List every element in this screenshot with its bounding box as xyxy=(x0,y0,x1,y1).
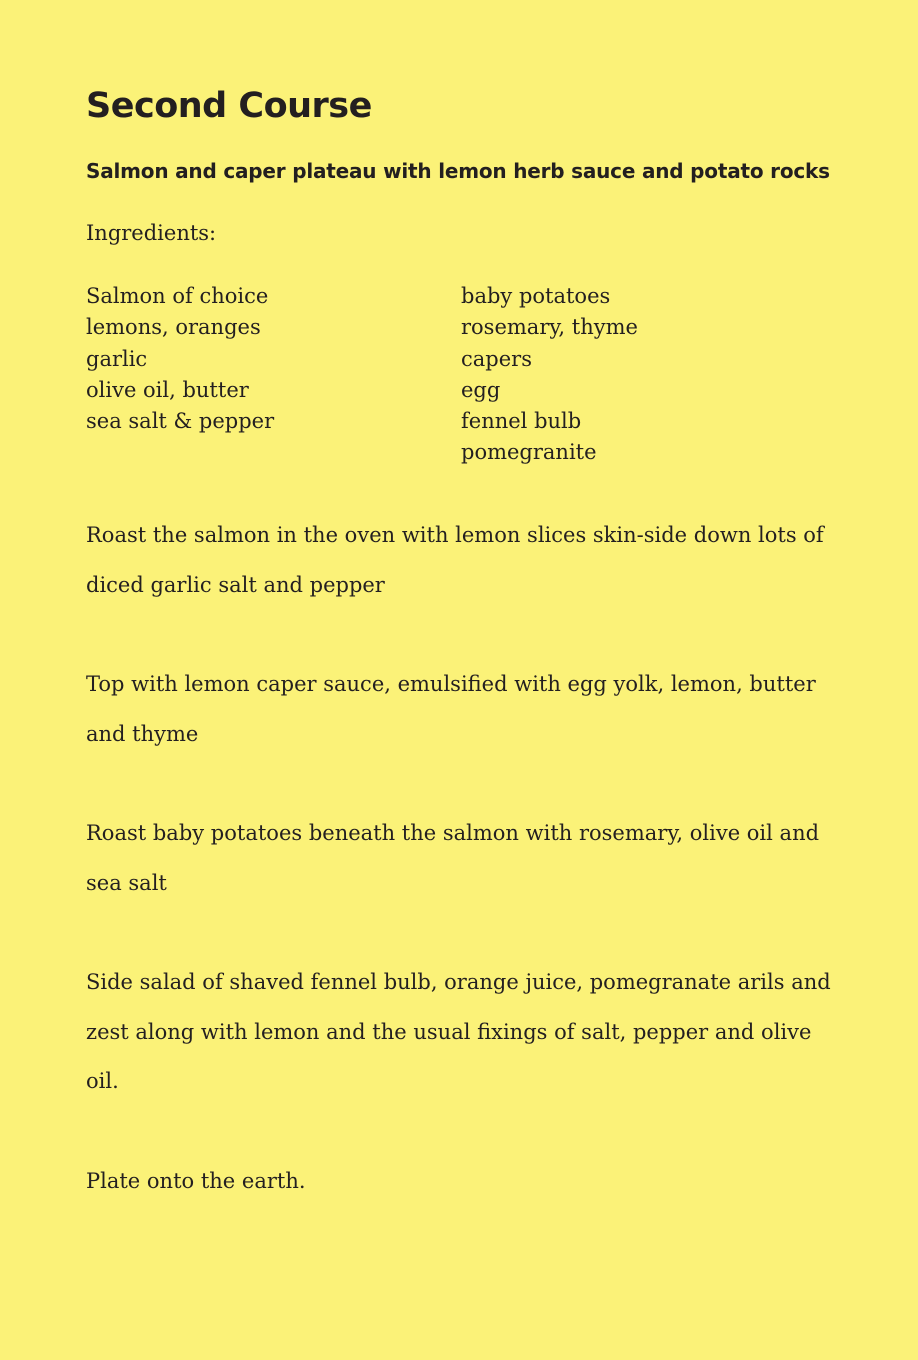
step-plate: Plate onto the earth. xyxy=(86,1168,306,1193)
ingredients-list xyxy=(86,281,832,471)
ingredient-item: lemons, oranges xyxy=(86,315,261,340)
ingredient-item: sea salt & pepper xyxy=(86,409,275,434)
ingredient-item: Salmon of choice xyxy=(86,284,269,308)
step-side-salad: Side salad of shaved fennel bulb, orange juice, pomegranate arils and zest along with lemon and the usual fixings of salt, pepper and olive oil. xyxy=(86,970,831,1093)
recipe-steps xyxy=(86,511,846,1256)
ingredient-item: rosemary, thyme xyxy=(461,315,638,340)
step-roast-salmon: Roast the salmon in the oven with lemon slices skin-side down lots of diced garlic salt and pepper xyxy=(86,523,824,597)
ingredients-column-left xyxy=(86,281,274,437)
recipe-subtitle: Salmon and caper plateau with lemon herb sauce and potato rocks xyxy=(86,159,830,183)
ingredient-item: capers xyxy=(461,346,532,371)
ingredient-item: egg xyxy=(461,377,501,402)
step-caper-sauce: Top with lemon caper sauce, emulsified with egg yolk, lemon, butter and thyme xyxy=(86,672,816,746)
ingredient-item: olive oil, butter xyxy=(86,377,249,402)
page-title: Second Course xyxy=(86,86,372,126)
ingredient-item: pomegranite xyxy=(461,440,597,465)
step-roast-potatoes: Roast baby potatoes beneath the salmon with rosemary, olive oil and sea salt xyxy=(86,821,820,895)
ingredients-column-right xyxy=(461,281,638,469)
ingredient-item: garlic xyxy=(86,346,148,371)
ingredient-item: baby potatoes xyxy=(461,284,611,308)
ingredient-item: fennel bulb xyxy=(461,409,582,434)
ingredients-label: Ingredients: xyxy=(86,221,217,245)
